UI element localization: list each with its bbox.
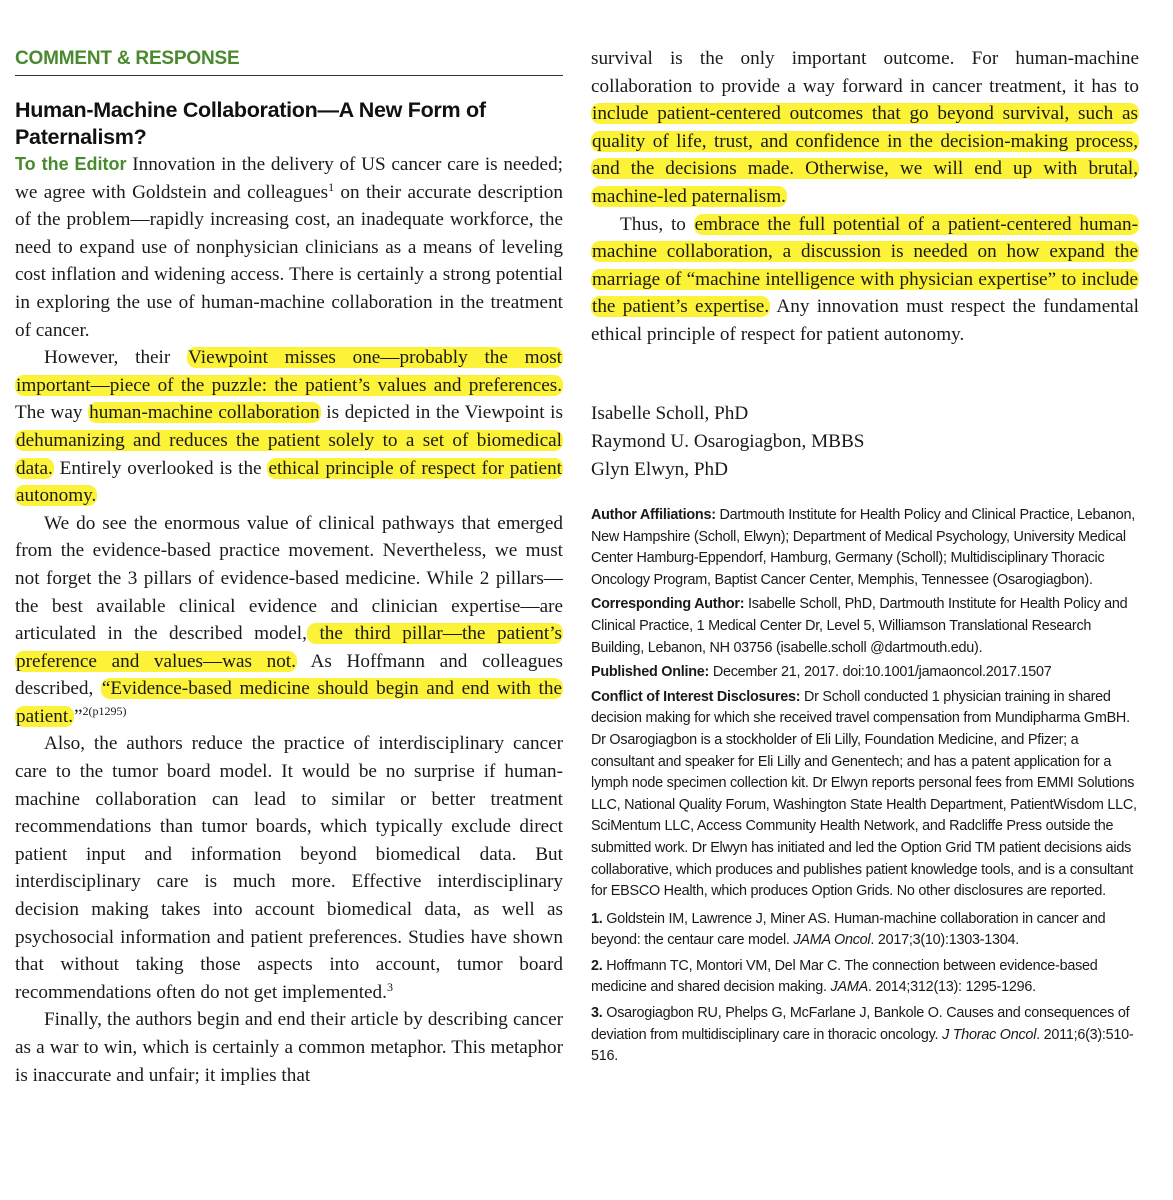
reference-text: Osarogiagbon RU, Phelps G, McFarlane J, Bankole O. Causes and consequences of deviation from multidisciplinary care in thoracic oncology.: [591, 1005, 1130, 1043]
paragraph: [15, 730, 563, 1006]
section-rule: [15, 75, 563, 76]
lead-in: To the Editor: [15, 154, 127, 174]
text-span: is depicted in the Viewpoint is: [320, 402, 563, 424]
reference-text: Hoffmann TC, Montori VM, Del Mar C. The connection between evidence-based medicine and shared decision making.: [591, 957, 1098, 996]
meta-label: Published Online:: [591, 664, 710, 681]
conflict-disclosures: [591, 687, 1139, 903]
highlight: ethical principle of respect for patient autonomy.: [16, 457, 562, 507]
text-span: Also, the authors reduce the practice of interdisciplinary cancer care to the tumor board model. It would be no surprise if human-machine collaboration can lead to similar or better treatment recommendations than tumor boards, which typically exclude direct patient input and information beyond biomedical data. But interdisciplinary care is much more. Effective interdisciplinary decision making takes into account biomedical data, as well as psychosocial information and patient preferences. Studies have shown that without taking those aspects into account, tumor board recommendations often do not get implemented.: [15, 733, 563, 1003]
paragraph: [15, 344, 563, 510]
section-label: COMMENT & RESPONSE: [15, 48, 240, 69]
text-span: As Hoffmann and colleagues described,: [15, 650, 563, 700]
highlight: “Evidence-based medicine should begin and end with the patient.: [16, 678, 562, 727]
paragraph: [15, 151, 563, 344]
text-span: Thus, to: [620, 213, 694, 235]
highlight: dehumanizing and reduces the patient solely to a set of biomedical data.: [16, 429, 562, 479]
reference-text: Goldstein IM, Lawrence J, Miner AS. Human-machine collaboration in cancer and beyond: the centaur care model.: [591, 910, 1106, 949]
affiliations: [591, 505, 1139, 591]
reference-number: 3.: [591, 1005, 603, 1022]
meta-label: Corresponding Author:: [591, 596, 745, 613]
reference-journal: JAMA Oncol: [793, 932, 871, 949]
reference-journal: J Thorac Oncol: [942, 1026, 1037, 1043]
published-online: [591, 662, 1139, 684]
paragraph: [591, 45, 1139, 211]
reference-number: 1.: [591, 910, 603, 927]
reference-item: [591, 956, 1139, 999]
author-name: Raymond U. Osarogiagbon, MBBS: [591, 431, 865, 452]
author-list: [591, 400, 864, 484]
text-span: survival is the only important outcome. For human-machine collaboration to provide a way forward in cancer treatment, it has to: [591, 48, 1139, 97]
right-body-text: [591, 45, 1139, 349]
reference-citation: . 2017;3(10):1303-1304.: [870, 932, 1020, 949]
text-span: We do see the enormous value of clinical pathways that emerged from the evidence-based practice movement. Nevertheless, we must not forget the 3 pillars of evidence-based medicine. While 2 pillars—the best available clinical evidence and clinician expertise—are articulated in the described model,: [15, 512, 563, 645]
reference-number: 2.: [591, 957, 603, 974]
highlight: Viewpoint misses one—probably the most important—piece of the puzzle: the patient’s values and preferences.: [16, 347, 562, 396]
author-name: Isabelle Scholl, PhD: [591, 403, 749, 424]
reference-journal: JAMA: [830, 979, 868, 996]
text-span: Any innovation must respect the fundamental ethical principle of respect for patient autonomy.: [591, 296, 1139, 345]
reference-item: [591, 1003, 1139, 1068]
reference-citation: . 2011;6(3):510-516.: [591, 1026, 1134, 1065]
author-name: Glyn Elwyn, PhD: [591, 459, 728, 480]
text-span: The way: [15, 402, 89, 424]
meta-text: December 21, 2017. doi:10.1001/jamaoncol.2017.1507: [709, 664, 1052, 681]
reference-citation: . 2014;312(13): 1295-1296.: [867, 979, 1036, 996]
article-title: Human-Machine Collaboration—A New Form of Paternalism?: [15, 98, 486, 149]
citation-superscript: 2(p1295): [82, 703, 127, 718]
paragraph: [15, 510, 563, 731]
text-span: Innovation in the delivery of US cancer care is needed; we agree with Goldstein and colleagues: [15, 154, 563, 203]
text-span: Entirely overlooked is the: [53, 457, 268, 479]
meta-text: Dr Scholl conducted 1 physician training in shared decision making for which she received travel compensation from Mundipharma GmBH. Dr Osarogiagbon is a stockholder of Eli Lilly, Foundation Medicine, and Pfizer; a consultant and speaker for Eli Lilly and Genentech; and has a patent application for a lymph node specimen collection kit. Dr Elwyn reports personal fees from EMMI Solutions LLC, National Quality Forum, Washington State Health Department, PatientWisdom LLC, SciMentum LLC, Access Community Health Network, and Radcliffe Press outside the submitted work. Dr Elwyn has initiated and led the Option Grid TM patient decisions aids collaborative, which produces and publishes patient knowledge tools, and is a consultant for EBSCO Health, which produces Option Grids. No other disclosures are reported.: [591, 688, 1137, 900]
highlight: embrace the full potential of a patient-centered human-machine collaboration, a discussion is needed on how expand the marriage of “machine intelligence with physician expertise” to include the patient’s expertise.: [592, 213, 1138, 318]
reference-item: [591, 909, 1139, 952]
meta-label: Conflict of Interest Disclosures:: [591, 688, 801, 705]
citation-superscript: 3: [386, 979, 393, 994]
text-span: However, their: [44, 347, 188, 369]
text-span: Finally, the authors begin and end their article by describing cancer as a war to win, which is certainly a common metaphor. This metaphor is inaccurate and unfair; it implies that: [15, 1009, 563, 1086]
article-metadata: [591, 505, 1139, 1072]
text-span: on their accurate description of the problem—rapidly increasing cost, an inadequate workforce, the need to expand use of nonphysician clinicians as a means of leveling cost inflation and widening access. There is certainly a strong potential in exploring the use of human-machine collaboration in the treatment of cancer.: [15, 181, 563, 341]
citation-superscript: 1: [328, 179, 335, 194]
corresponding-author: [591, 594, 1139, 659]
reference-list: [591, 909, 1139, 1068]
left-body-text: [15, 151, 563, 1089]
highlight: include patient-centered outcomes that go beyond survival, such as quality of life, trust, and confidence in the decision-making process, and the decisions made. Otherwise, we will end up with brutal, machine-led paternalism.: [592, 103, 1138, 207]
meta-text: Isabelle Scholl, PhD, Dartmouth Institute for Health Policy and Clinical Practice, 1 Medical Center Dr, Level 5, Williamson Translational Research Building, Lebanon, NH 03756 (isabelle.scholl @dartmouth.edu).: [591, 596, 1128, 656]
paragraph: [15, 1006, 563, 1089]
meta-label: Author Affiliations:: [591, 507, 716, 523]
meta-text: Dartmouth Institute for Health Policy and Clinical Practice, Lebanon, New Hampshire (Scholl, Elwyn); Department of Medical Psychology, University Medical Center Hamburg-Eppendorf, Hamburg, Germany (Scholl); Multidisciplinary Thoracic Oncology Program, Baptist Cancer Center, Memphis, Tennessee (Osarogiagbon).: [591, 507, 1136, 588]
text-span: ”: [74, 705, 83, 727]
highlight: the third pillar—the patient’s preference and values—was not.: [16, 623, 563, 672]
highlight: human-machine collaboration: [89, 402, 320, 424]
paragraph: [591, 211, 1139, 349]
